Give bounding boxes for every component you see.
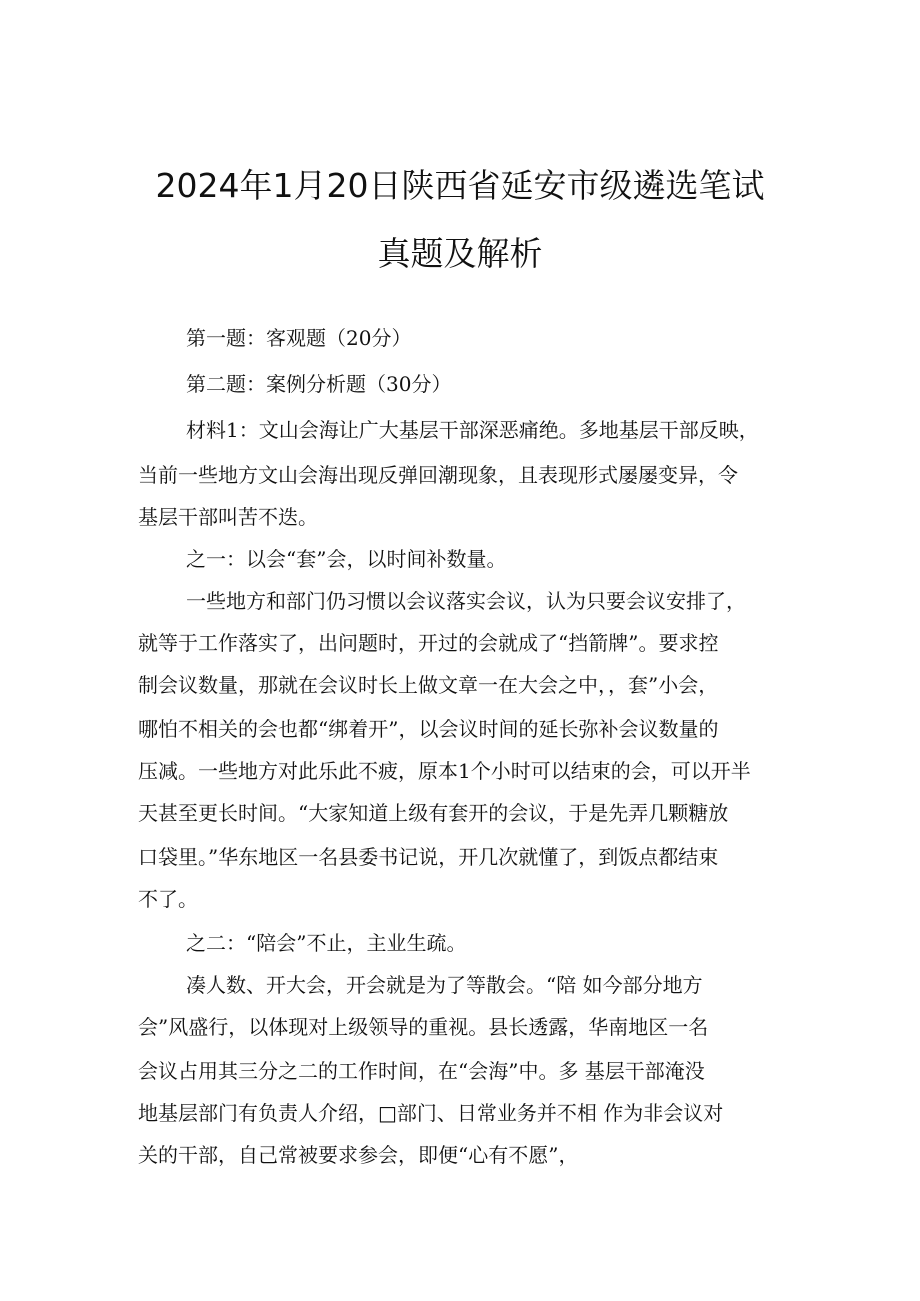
paragraph-line: 地基层部门有负责人介绍，□部门、日常业务并不相 作为非会议对 [138,1101,724,1125]
paragraph-line: 哪怕不相关的会也都“绑着开”，以会议时间的延长弥补会议数量的 [138,717,719,741]
paragraph-line: 材料1：文山会海让广大基层干部深恶痛绝。多地基层干部反映， [186,418,759,442]
document-title-line-2: 真题及解析 [377,234,543,273]
paragraph-line: 一些地方和部门仍习惯以会议落实会议，认为只要会议安排了， [186,589,746,613]
paragraph-line: 制会议数量，那就在会议时长上做文章一在大会之中，，套”小会， [138,673,719,697]
paragraph-line: 会”风盛行，以体现对上级领导的重视。县长透露，华南地区一名 [138,1015,709,1039]
document-title-line-1: 2024年1月20日陕西省延安市级遴选笔试 [155,166,765,205]
paragraph-line: 口袋里。”华东地区一名县委书记说，开几次就懂了，到饭点都结束 [138,845,719,869]
paragraph-line: 凑人数、开大会，开会就是为了等散会。“陪 如今部分地方 [186,973,703,997]
subheading-two: 之二：“陪会”不止，主业生疏。 [186,931,467,955]
subheading-one: 之一：以会“套”会，以时间补数量。 [186,547,507,571]
paragraph-line: 基层干部叫苦不迭。 [138,505,318,529]
paragraph-line: 就等于工作落实了，出问题时，开过的会就成了“挡箭牌”。要求控 [138,631,719,655]
section-heading-case-analysis: 第二题：案例分析题（30分） [186,372,452,396]
section-heading-objective: 第一题：客观题（20分） [186,326,412,350]
paragraph-line: 当前一些地方文山会海出现反弹回潮现象，且表现形式屡屡变异，令 [138,463,738,487]
paragraph-line: 不了。 [138,887,198,911]
paragraph-line: 天甚至更长时间。“大家知道上级有套开的会议，于是先弄几颗糖放 [138,801,729,825]
paragraph-line: 压减。一些地方对此乐此不疲，原本1个小时可以结束的会，可以开半 [138,759,751,783]
paragraph-line: 会议占用其三分之二的工作时间，在“会海”中。多 基层干部淹没 [138,1059,705,1083]
paragraph-line: 关的干部，自己常被要求参会，即便“心有不愿”， [138,1143,579,1167]
